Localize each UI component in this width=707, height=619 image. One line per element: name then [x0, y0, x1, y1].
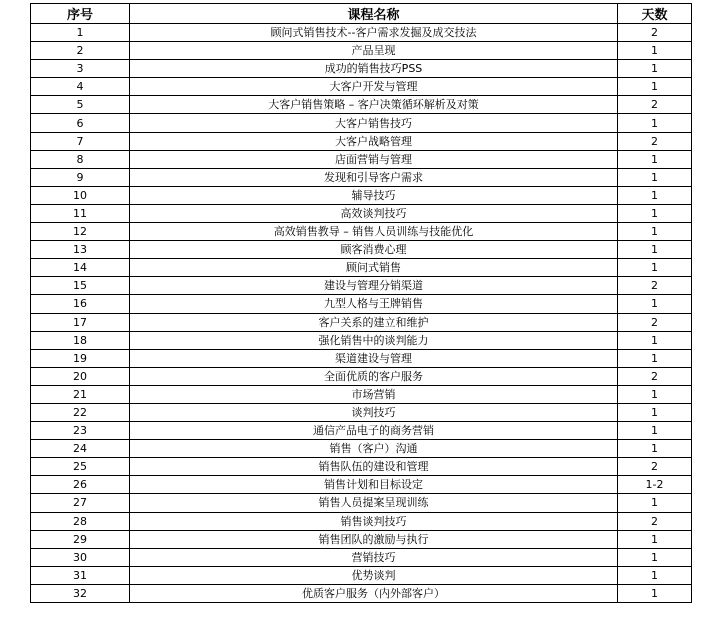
table-row: [31, 584, 692, 602]
cell-days: 1: [618, 42, 692, 60]
cell-index: 25: [31, 458, 130, 476]
cell-course-name: 九型人格与王牌销售: [130, 295, 618, 313]
cell-days: 1: [618, 60, 692, 78]
table-body: [31, 24, 692, 603]
table-row: [31, 241, 692, 259]
cell-days: 1: [618, 186, 692, 204]
cell-course-name: 销售团队的激励与执行: [130, 530, 618, 548]
table-row: [31, 512, 692, 530]
cell-course-name: 大客户战略管理: [130, 132, 618, 150]
cell-days: 2: [618, 512, 692, 530]
cell-course-name: 产品呈现: [130, 42, 618, 60]
cell-days: 1: [618, 204, 692, 222]
cell-days: 2: [618, 24, 692, 42]
cell-index: 9: [31, 168, 130, 186]
table-row: [31, 349, 692, 367]
cell-days: 1: [618, 385, 692, 403]
table-row: [31, 458, 692, 476]
cell-course-name: 高效谈判技巧: [130, 204, 618, 222]
cell-course-name: 销售计划和目标设定: [130, 476, 618, 494]
cell-course-name: 市场营销: [130, 385, 618, 403]
table-row: [31, 277, 692, 295]
cell-course-name: 顾问式销售技术--客户需求发掘及成交技法: [130, 24, 618, 42]
table-row: [31, 96, 692, 114]
cell-course-name: 辅导技巧: [130, 186, 618, 204]
cell-course-name: 强化销售中的谈判能力: [130, 331, 618, 349]
cell-index: 19: [31, 349, 130, 367]
table-row: [31, 385, 692, 403]
cell-days: 1: [618, 584, 692, 602]
cell-index: 29: [31, 530, 130, 548]
cell-days: 1: [618, 403, 692, 421]
cell-index: 4: [31, 78, 130, 96]
table-row: [31, 132, 692, 150]
cell-course-name: 销售（客户）沟通: [130, 440, 618, 458]
cell-index: 27: [31, 494, 130, 512]
cell-index: 15: [31, 277, 130, 295]
cell-days: 1: [618, 114, 692, 132]
cell-course-name: 客户关系的建立和维护: [130, 313, 618, 331]
table-row: [31, 60, 692, 78]
cell-index: 5: [31, 96, 130, 114]
cell-days: 2: [618, 367, 692, 385]
cell-days: 1-2: [618, 476, 692, 494]
cell-index: 17: [31, 313, 130, 331]
cell-days: 1: [618, 440, 692, 458]
table-row: [31, 186, 692, 204]
cell-course-name: 高效销售教导 – 销售人员训练与技能优化: [130, 223, 618, 241]
cell-course-name: 渠道建设与管理: [130, 349, 618, 367]
cell-course-name: 大客户销售策略 – 客户决策循环解析及对策: [130, 96, 618, 114]
header-course-name: 课程名称: [130, 4, 618, 24]
cell-course-name: 大客户销售技巧: [130, 114, 618, 132]
cell-index: 24: [31, 440, 130, 458]
cell-days: 2: [618, 458, 692, 476]
cell-days: 2: [618, 313, 692, 331]
cell-index: 10: [31, 186, 130, 204]
cell-index: 13: [31, 241, 130, 259]
table-row: [31, 204, 692, 222]
cell-index: 18: [31, 331, 130, 349]
cell-course-name: 顾客消费心理: [130, 241, 618, 259]
cell-days: 2: [618, 132, 692, 150]
table-row: [31, 494, 692, 512]
cell-index: 23: [31, 422, 130, 440]
table-row: [31, 295, 692, 313]
cell-index: 30: [31, 548, 130, 566]
cell-course-name: 发现和引导客户需求: [130, 168, 618, 186]
table-header-row: [31, 4, 692, 24]
table-row: [31, 331, 692, 349]
cell-course-name: 销售谈判技巧: [130, 512, 618, 530]
table-row: [31, 530, 692, 548]
table-row: [31, 223, 692, 241]
cell-days: 1: [618, 259, 692, 277]
cell-index: 16: [31, 295, 130, 313]
table-row: [31, 150, 692, 168]
cell-index: 7: [31, 132, 130, 150]
table-row: [31, 440, 692, 458]
table-row: [31, 422, 692, 440]
cell-course-name: 优势谈判: [130, 566, 618, 584]
cell-days: 1: [618, 494, 692, 512]
cell-course-name: 销售人员提案呈现训练: [130, 494, 618, 512]
cell-index: 31: [31, 566, 130, 584]
cell-index: 1: [31, 24, 130, 42]
cell-course-name: 大客户开发与管理: [130, 78, 618, 96]
table-row: [31, 403, 692, 421]
cell-course-name: 销售队伍的建设和管理: [130, 458, 618, 476]
cell-course-name: 店面营销与管理: [130, 150, 618, 168]
table-row: [31, 114, 692, 132]
cell-index: 2: [31, 42, 130, 60]
cell-index: 6: [31, 114, 130, 132]
cell-index: 11: [31, 204, 130, 222]
cell-days: 1: [618, 150, 692, 168]
course-table: [30, 3, 692, 603]
cell-days: 1: [618, 422, 692, 440]
course-table-container: [30, 3, 691, 603]
cell-index: 8: [31, 150, 130, 168]
cell-days: 1: [618, 241, 692, 259]
table-row: [31, 42, 692, 60]
cell-days: 1: [618, 223, 692, 241]
table-row: [31, 367, 692, 385]
cell-course-name: 营销技巧: [130, 548, 618, 566]
table-row: [31, 168, 692, 186]
table-row: [31, 78, 692, 96]
cell-days: 1: [618, 168, 692, 186]
table-row: [31, 566, 692, 584]
cell-days: 1: [618, 530, 692, 548]
cell-days: 1: [618, 295, 692, 313]
cell-course-name: 通信产品电子的商务营销: [130, 422, 618, 440]
cell-index: 22: [31, 403, 130, 421]
cell-course-name: 谈判技巧: [130, 403, 618, 421]
table-row: [31, 313, 692, 331]
cell-index: 14: [31, 259, 130, 277]
cell-days: 1: [618, 78, 692, 96]
cell-index: 21: [31, 385, 130, 403]
cell-days: 2: [618, 96, 692, 114]
table-row: [31, 476, 692, 494]
cell-index: 28: [31, 512, 130, 530]
cell-index: 32: [31, 584, 130, 602]
table-row: [31, 548, 692, 566]
cell-days: 1: [618, 349, 692, 367]
cell-index: 20: [31, 367, 130, 385]
cell-course-name: 顾问式销售: [130, 259, 618, 277]
cell-course-name: 全面优质的客户服务: [130, 367, 618, 385]
cell-course-name: 成功的销售技巧PSS: [130, 60, 618, 78]
header-days: 天数: [618, 4, 692, 24]
cell-course-name: 建设与管理分销渠道: [130, 277, 618, 295]
table-row: [31, 259, 692, 277]
cell-days: 1: [618, 331, 692, 349]
cell-course-name: 优质客户服务（内外部客户）: [130, 584, 618, 602]
cell-days: 1: [618, 548, 692, 566]
header-index: 序号: [31, 4, 130, 24]
cell-index: 26: [31, 476, 130, 494]
cell-days: 2: [618, 277, 692, 295]
cell-index: 3: [31, 60, 130, 78]
cell-days: 1: [618, 566, 692, 584]
cell-index: 12: [31, 223, 130, 241]
table-row: [31, 24, 692, 42]
